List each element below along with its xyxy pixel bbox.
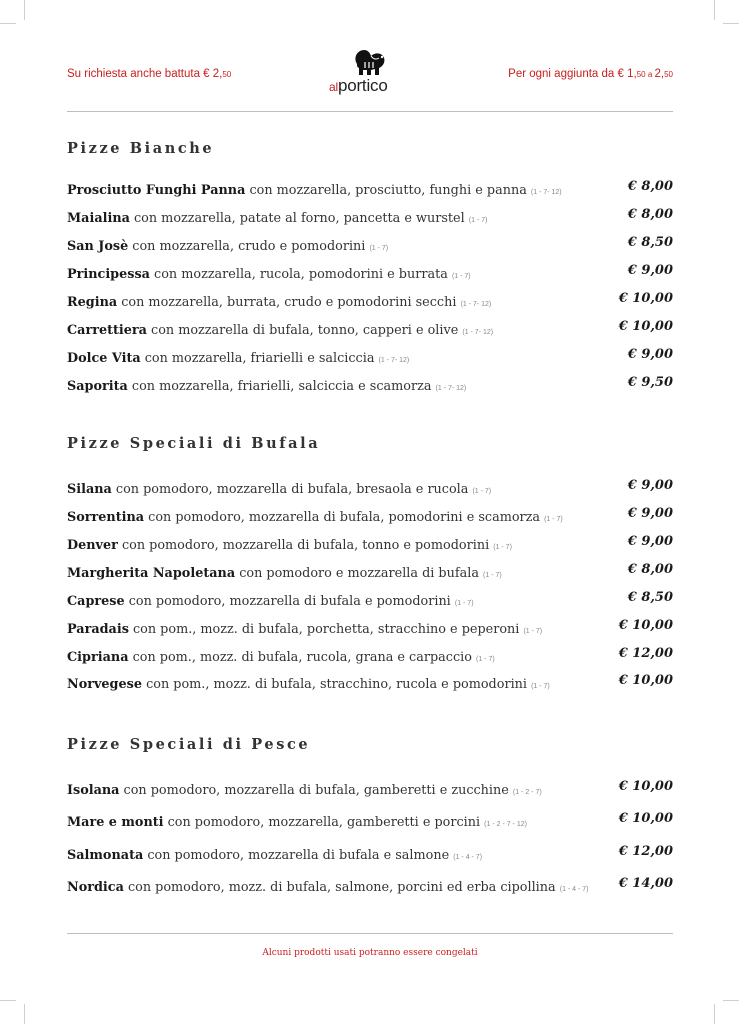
section-title-pizze-bianche: Pizze Bianche — [67, 140, 215, 157]
crop-mark — [24, 0, 25, 20]
footer-divider — [67, 933, 673, 934]
menu-item: Dolce Vita con mozzarella, friarielli e salciccia (1 - 7- 12) € 9,00 — [67, 347, 673, 366]
menu-item: Mare e monti con pomodoro, mozzarella, gamberetti e porcini (1 - 2 - 7 - 12) € 10,00 — [67, 811, 673, 830]
item-price: € 9,00 — [627, 263, 673, 278]
aggiunta-note: Per ogni aggiunta da € 1,50 a 2,50 — [508, 68, 673, 80]
item-price: € 8,50 — [627, 235, 673, 250]
section-title-pizze-speciali-pesce: Pizze Speciali di Pesce — [67, 736, 311, 753]
crop-mark — [714, 1004, 715, 1024]
item-price: € 9,50 — [627, 375, 673, 390]
menu-item: Principessa con mozzarella, rucola, pomodorini e burrata (1 - 7) € 9,00 — [67, 263, 673, 282]
item-price: € 10,00 — [618, 779, 673, 794]
item-price: € 8,00 — [627, 207, 673, 222]
item-price: € 8,00 — [627, 562, 673, 577]
item-price: € 14,00 — [618, 876, 673, 891]
item-price: € 12,00 — [618, 844, 673, 859]
menu-item: Silana con pomodoro, mozzarella di bufala, bresaola e rucola (1 - 7) € 9,00 — [67, 478, 673, 497]
menu-item: Nordica con pomodoro, mozz. di bufala, salmone, porcini ed erba cipollina (1 - 4 - 7) € 14,00 — [67, 876, 673, 895]
crop-mark — [0, 23, 16, 24]
menu-item: Paradais con pom., mozz. di bufala, porchetta, stracchino e peperoni (1 - 7) € 10,00 — [67, 618, 673, 637]
menu-item: Caprese con pomodoro, mozzarella di bufala e pomodorini (1 - 7) € 8,50 — [67, 590, 673, 609]
item-price: € 8,00 — [627, 179, 673, 194]
battuta-note: Su richiesta anche battuta € 2,50 — [67, 68, 232, 80]
menu-item: Maialina con mozzarella, patate al forno, pancetta e wurstel (1 - 7) € 8,00 — [67, 207, 673, 226]
item-price: € 10,00 — [618, 673, 673, 688]
menu-item: Sorrentina con pomodoro, mozzarella di bufala, pomodorini e scamorza (1 - 7) € 9,00 — [67, 506, 673, 525]
menu-item: Saporita con mozzarella, friarielli, salciccia e scamorza (1 - 7- 12) € 9,50 — [67, 375, 673, 394]
crop-mark — [24, 1004, 25, 1024]
item-price: € 10,00 — [618, 319, 673, 334]
menu-item: Carrettiera con mozzarella di bufala, tonno, capperi e olive (1 - 7- 12) € 10,00 — [67, 319, 673, 338]
menu-item: Margherita Napoletana con pomodoro e mozzarella di bufala (1 - 7) € 8,00 — [67, 562, 673, 581]
menu-item: Isolana con pomodoro, mozzarella di bufala, gamberetti e zucchine (1 - 2 - 7) € 10,00 — [67, 779, 673, 798]
menu-item: Cipriana con pom., mozz. di bufala, rucola, grana e carpaccio (1 - 7) € 12,00 — [67, 646, 673, 665]
menu-item: San Josè con mozzarella, crudo e pomodorini (1 - 7) € 8,50 — [67, 235, 673, 254]
item-price: € 9,00 — [627, 347, 673, 362]
menu-header — [67, 0, 673, 112]
crop-mark — [723, 1000, 739, 1001]
crop-mark — [714, 0, 715, 20]
item-price: € 10,00 — [618, 291, 673, 306]
item-price: € 10,00 — [618, 811, 673, 826]
item-price: € 12,00 — [618, 646, 673, 661]
frozen-products-note: Alcuni prodotti usati potranno essere congelati — [262, 948, 478, 958]
header-divider — [67, 111, 673, 112]
item-price: € 9,00 — [627, 478, 673, 493]
item-price: € 9,00 — [627, 506, 673, 521]
crop-mark — [0, 1000, 16, 1001]
logo-wordmark: alportico — [329, 76, 388, 95]
item-price: € 10,00 — [618, 618, 673, 633]
menu-item: Norvegese con pom., mozz. di bufala, stracchino, rucola e pomodorini (1 - 7) € 10,00 — [67, 673, 673, 692]
item-price: € 8,50 — [627, 590, 673, 605]
menu-item: Denver con pomodoro, mozzarella di bufala, tonno e pomodorini (1 - 7) € 9,00 — [67, 534, 673, 553]
item-price: € 9,00 — [627, 534, 673, 549]
menu-item: Salmonata con pomodoro, mozzarella di bufala e salmone (1 - 4 - 7) € 12,00 — [67, 844, 673, 863]
menu-item: Regina con mozzarella, burrata, crudo e pomodorini secchi (1 - 7- 12) € 10,00 — [67, 291, 673, 310]
section-title-pizze-speciali-bufala: Pizze Speciali di Bufala — [67, 435, 321, 452]
al-portico-logo — [327, 44, 417, 100]
menu-item: Prosciutto Funghi Panna con mozzarella, prosciutto, funghi e panna (1 - 7- 12) € 8,00 — [67, 179, 673, 198]
crop-mark — [723, 23, 739, 24]
